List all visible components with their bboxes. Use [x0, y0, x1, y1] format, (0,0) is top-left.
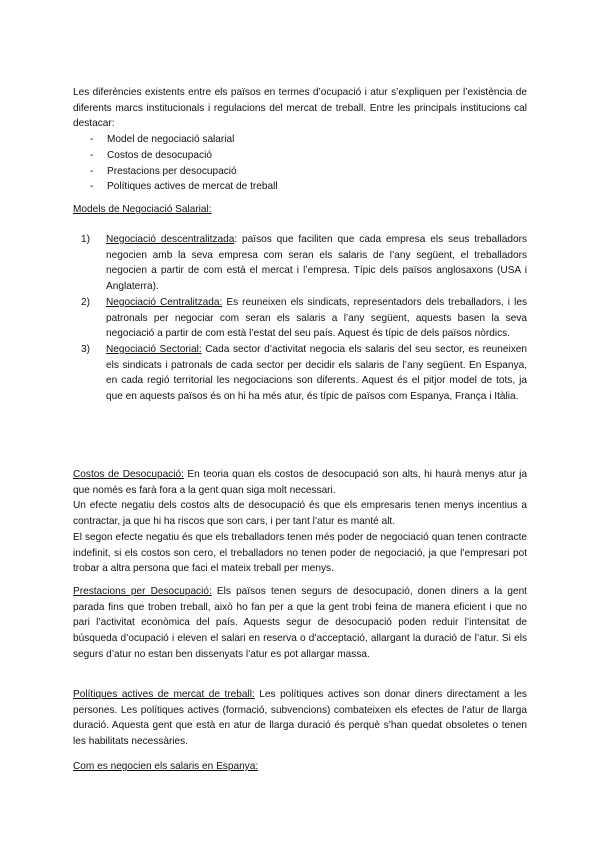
models-list: [73, 232, 527, 405]
item-number: 1): [81, 234, 90, 245]
model-term: Negociació Centralitzada:: [106, 296, 223, 308]
list-item: - Prestacions per desocupació: [73, 164, 527, 180]
item-number: 3): [81, 343, 90, 355]
model-text: Es reuneixen els sindicats, representadors dels treballadors, i les patronals per negociar com seran els salaris a l’any següent, aquests basen la seva negociació a partir de com està l’estat del seu país. Aquest és típic de dels països nòrdics.: [106, 296, 527, 340]
intro-paragraph: Les diferències existents entre els països en termes d’ocupació i atur s’expliquen per l’existència de diferents marcs institucionals i regulacions del mercat de treball. Entre les principals institucions cal destacar:: [73, 87, 527, 130]
list-item: [81, 232, 527, 295]
institutions-list: [73, 132, 527, 195]
final-heading: Com es negocien els salaris en Espanya:: [73, 761, 259, 772]
models-section: [73, 232, 527, 405]
prestacions-text: Els països tenen segurs de desocupació, donen diners a la gent parada fins que troben treball, això ho fan per a que la gent trobi feina de manera eficient i que no pari l’activitat econòmica del país. Aquests segur de desocupació poden reduir l’intensitat de búsqueda d’ocupació i eleven el salari en reserva o d’acceptació, allargant la duració de l’atur. Si els segurs d’atur no estan ben dissenyats l’atur es pot allargar massa.: [73, 586, 527, 660]
model-text: Cada sector d’activitat negocia els salaris del seu sector, es reuneixen els sindicats i patronals de cada sector per decidir els salaris de l’any següent. En Espanya, en cada regió territorial les negociacions son diferents. Aquest és el pitjor model de tots, ja que en aquests països és on hi ha més atur, és típic de països com Espanya, França i Itàlia.: [106, 343, 527, 403]
model-term: Negociació Sectorial:: [106, 343, 202, 355]
models-heading: Models de Negociació Salarial:: [73, 204, 212, 215]
costos-text-2: Un efecte negatiu dels costos alts de desocupació és que els empresaris tenen menys incentius a contractar, ja que hi ha riscos que son cars, i per tant l’atur es manté alt.: [73, 500, 527, 528]
list-item: [81, 342, 527, 405]
costos-text-3: El segon efecte negatiu és que els treballadors tenen més poder de negociació quan tenen contracte indefinit, si els costos son cero, el treballadors no tenen poder de negociació, ja que l’empresari pot trobar a altra persona que faci el mateix treball per menys.: [73, 531, 527, 575]
models-heading-block: [73, 202, 527, 218]
list-item: - Model de negociació salarial: [73, 132, 527, 148]
prestacions-heading: Prestacions per Desocupació:: [73, 586, 212, 597]
intro-section: [73, 85, 527, 195]
politiques-heading: Polítiques actives de mercat de treball:: [73, 689, 255, 700]
costos-section: [73, 467, 527, 577]
costos-heading: Costos de Desocupació:: [73, 469, 184, 480]
model-term: Negociació descentralitzada: [106, 234, 235, 245]
list-item: [81, 295, 527, 342]
list-item: - Costos de desocupació: [73, 148, 527, 164]
item-number: 2): [81, 296, 90, 308]
final-heading-block: [73, 759, 527, 775]
model-text: : països que faciliten que cada empresa els seus treballadors negocien amb la seva empresa com seran els salaris de l’any següent, el treballadors negocien a partir de com està el mercat i l’empresa. Típic dels països anglosaxons (USA i Anglaterra).: [106, 234, 527, 293]
politiques-section: [73, 687, 527, 750]
politiques-text: Les polítiques actives son donar diners directament a les persones. Les polítiques actives (formació, subvencions) combateixen els efectes de l’atur de llarga duració. Aquesta gent que està en atur de llarga duració és perquè s’han quedat obsoletes o tenen les habilitats necessàries.: [73, 689, 527, 748]
list-item: - Polítiques actives de mercat de treball: [73, 179, 527, 195]
costos-text-1: En teoria quan els costos de desocupació son alts, hi haurà menys atur ja que només es farà fora a la gent quan siga molt necessari.: [73, 469, 527, 496]
prestacions-section: [73, 584, 527, 663]
